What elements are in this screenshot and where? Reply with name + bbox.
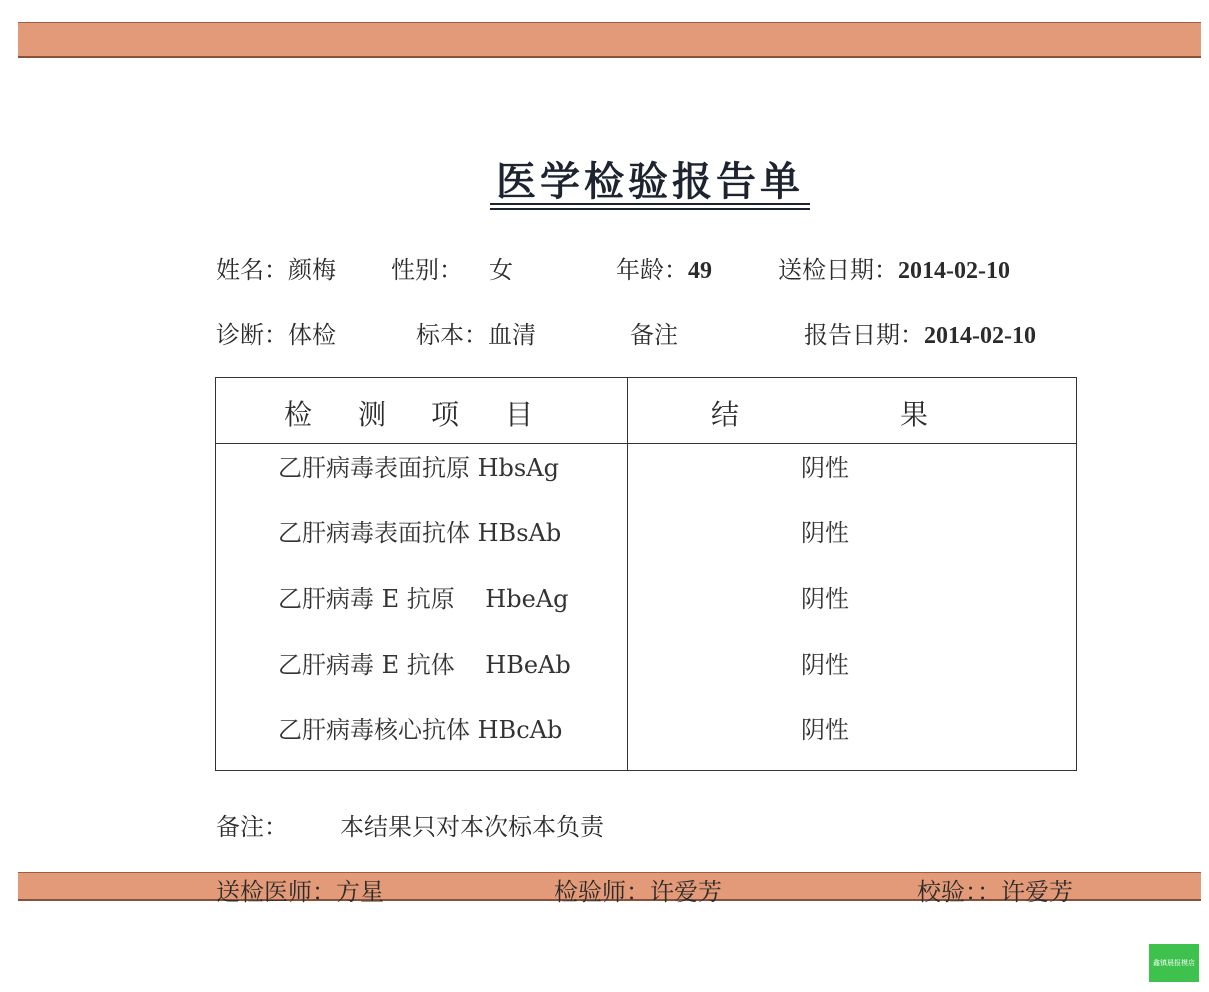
watermark-badge: 鑫镇晨报模店 <box>1149 944 1199 982</box>
table-row-item-2: 乙肝病毒表面抗体 HBsAb <box>278 519 562 547</box>
table-row-result-5: 阴性 <box>801 716 849 744</box>
table-column-divider <box>627 377 628 771</box>
table-row-result-3: 阴性 <box>801 585 849 613</box>
report-date-field <box>804 315 1036 350</box>
table-row-item-3: 乙肝病毒 E 抗原 HbeAg <box>278 585 569 613</box>
name-value: 颜梅 <box>288 256 336 284</box>
report-date-value: 2014-02-10 <box>924 323 1036 349</box>
verifier-signature: 校验：：许爱芳 <box>917 878 1073 906</box>
diagnosis-field <box>216 315 336 350</box>
specimen-value: 血清 <box>488 321 536 349</box>
table-header-rule <box>215 443 1077 444</box>
header-item-char-4: 目 <box>505 398 534 431</box>
report-title: 医学检验报告单 <box>496 158 804 205</box>
age-value: 49 <box>688 258 712 284</box>
table-row-item-1: 乙肝病毒表面抗原 HbsAg <box>278 454 559 482</box>
table-row-result-4: 阴性 <box>801 651 849 679</box>
patient-name-field <box>216 250 336 285</box>
specimen-field <box>416 315 536 350</box>
header-item-char-2: 测 <box>358 398 387 431</box>
gender-label: 性别： <box>391 256 463 284</box>
gender-value: 女 <box>489 256 513 284</box>
header-result-char-1: 结 <box>711 398 740 431</box>
footer-note-text: 本结果只对本次标本负责 <box>340 813 604 841</box>
table-row-item-4: 乙肝病毒 E 抗体 HBeAb <box>278 651 571 679</box>
title-underline <box>490 203 810 210</box>
name-label: 姓名： <box>216 256 288 284</box>
table-row-result-1: 阴性 <box>801 454 849 482</box>
top-decorative-band <box>18 22 1201 58</box>
table-row-item-5: 乙肝病毒核心抗体 HBcAb <box>278 716 563 744</box>
examiner-signature: 检验师：许爱芳 <box>554 878 722 906</box>
age-label: 年龄： <box>616 256 688 284</box>
footer-note-label: 备注： <box>216 813 288 841</box>
remark-label: 备注 <box>630 321 678 349</box>
sender-doctor-signature: 送检医师：方星 <box>216 878 384 906</box>
gender-field <box>391 250 513 285</box>
specimen-label: 标本： <box>416 321 488 349</box>
send-date-field <box>778 250 1010 285</box>
report-date-label: 报告日期： <box>804 321 924 349</box>
remark-field <box>630 315 678 350</box>
header-item-char-3: 项 <box>431 398 460 431</box>
send-date-value: 2014-02-10 <box>898 258 1010 284</box>
table-row-result-2: 阴性 <box>801 519 849 547</box>
diagnosis-label: 诊断： <box>216 321 288 349</box>
header-item-char-1: 检 <box>284 398 313 431</box>
age-field <box>616 250 712 285</box>
send-date-label: 送检日期： <box>778 256 898 284</box>
diagnosis-value: 体检 <box>288 321 336 349</box>
header-result-char-2: 果 <box>900 398 929 431</box>
